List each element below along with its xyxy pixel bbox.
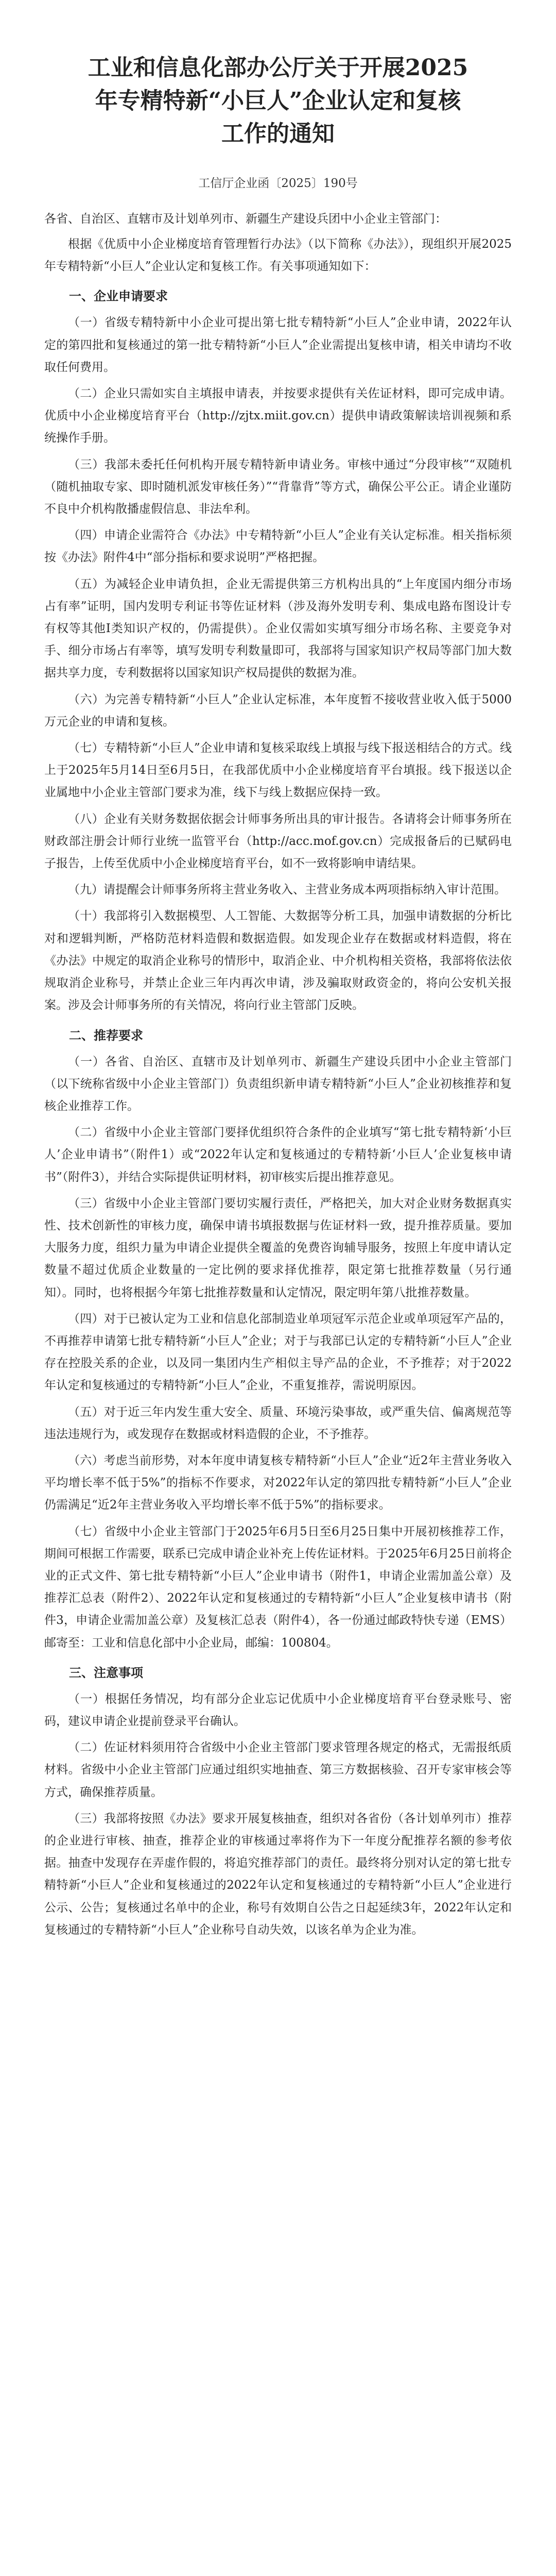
intro-paragraph: 根据《优质中小企业梯度培育管理暂行办法》（以下简称《办法》），现组织开展2025年专精特新“小巨人”企业认定和复核工作。有关事项通知如下： [44, 238, 512, 274]
body-paragraph: （三）省级中小企业主管部门要切实履行责任，严格把关，加大对企业财务数据真实性、技术创新性的审核力度，确保申请书填报数据与佐证材料一致，提升推荐质量。要加大服务力度，组织力量为申请企业提供全覆盖的免费咨询辅导服务，按照上年度申请认定数量不超过优质企业数量的一定比例的要求择优推荐，限定第七批推荐数量（另行通知）。同时，也将根据今年第七批推荐数量和认定情况，限定明年第八批推荐数量。 [44, 1196, 512, 1299]
section-heading: 二、推荐要求 [69, 1028, 143, 1043]
body-paragraph: （四）对于已被认定为工业和信息化部制造业单项冠军示范企业或单项冠军产品的，不再推荐申请第七批专精特新“小巨人”企业；对于与我部已认定的专精特新“小巨人”企业存在控股关系的企业，以及同一集团内生产相似主导产品的企业，不予推荐；对于2022年认定和复核通过的专精特新“小巨人”企业，不重复推荐，需说明原因。 [44, 1312, 512, 1393]
title-line: 工业和信息化部办公厅关于开展2025 [88, 55, 468, 81]
body-paragraph: （五）对于近三年内发生重大安全、质量、环境污染事故，或严重失信、偏离规范等违法违规行为，或发现存在数据或材料造假的企业，不予推荐。 [44, 1405, 512, 1441]
body-paragraph: （二）省级中小企业主管部门要择优组织符合条件的企业填写“第七批专精特新‘小巨人’企业申请书”（附件1）或“2022年认定和复核通过的专精特新‘小巨人’企业复核申请书”（附件3），并结合实际提供证明材料，初审核实后提出推荐意见。 [44, 1126, 512, 1184]
page-title [44, 52, 512, 150]
body-paragraph: （五）为减轻企业申请负担，企业无需提供第三方机构出具的“上年度国内细分市场占有率”证明，国内发明专利证书等佐证材料（涉及海外发明专利、集成电路布图设计专有权等其他Ⅰ类知识产权的，仍需提供）。企业仅需如实填写细分市场名称、主要竞争对手、细分市场占有率等，填写发明专利数量即可，我部将与国家知识产权局等部门加大数据共享力度，专利数据将以国家知识产权局提供的数据为准。 [44, 577, 512, 680]
body-paragraph: （六）考虑当前形势，对本年度申请复核专精特新“小巨人”企业“近2年主营业务收入平均增长率不低于5%”的指标不作要求，对2022年认定的第四批专精特新“小巨人”企业仍需满足“近2年主营业务收入平均增长率不低于5%”的指标要求。 [44, 1453, 512, 1512]
body-paragraph: （三）我部将按照《办法》要求开展复核抽查，组织对各省份（各计划单列市）推荐的企业进行审核、抽查，推荐企业的审核通过率将作为下一年度分配推荐名额的参考依据。抽查中发现存在弄虚作假的，将追究推荐部门的责任。最终将分别对认定的第七批专精特新“小巨人”企业和复核通过的2022年认定和复核通过的专精特新“小巨人”企业进行公示、公告；复核通过名单中的企业，称号有效期自公告之日起延续3年，2022年认定和复核通过的专精特新“小巨人”企业称号自动失效，以该名单为企业为准。 [44, 1811, 512, 1937]
body-paragraph: （七）省级中小企业主管部门于2025年6月5日至6月25日集中开展初核推荐工作，期间可根据工作需要，联系已完成申请企业补充上传佐证材料。于2025年6月25日前将企业的正式文件、第七批专精特新“小巨人”企业申请书（附件1，申请企业需加盖公章）及推荐汇总表（附件2）、2022年认定和复核通过的专精特新“小巨人”企业复核申请书（附件3，申请企业需加盖公章）及复核汇总表（附件4），各一份通过邮政特快专递（EMS）邮寄至：工业和信息化部中小企业局，邮编：100804。 [44, 1524, 512, 1650]
body-paragraph: （六）为完善专精特新“小巨人”企业认定标准，本年度暂不接收营业收入低于5000万元企业的申请和复核。 [44, 692, 512, 728]
section-heading: 三、注意事项 [69, 1665, 143, 1680]
recipients: 各省、自治区、直辖市及计划单列市、新疆生产建设兵团中小企业主管部门： [44, 212, 447, 226]
body-paragraph: （一）根据任务情况，均有部分企业忘记优质中小企业梯度培育平台登录账号、密码，建议申请企业提前登录平台确认。 [44, 1692, 512, 1728]
body-paragraph: （九）请提醒会计师事务所将主营业务收入、主营业务成本两项指标纳入审计范围。 [68, 883, 506, 897]
body-paragraph: （二）佐证材料须用符合省级中小企业主管部门要求管理各规定的格式，无需报纸质材料。省级中小企业主管部门应通过组织实地抽查、第三方数据核验、召开专家审核会等方式，确保推荐质量。 [44, 1741, 512, 1799]
body-paragraph: （八）企业有关财务数据依据会计师事务所出具的审计报告。各请将会计师事务所在财政部注册会计师行业统一监管平台（http://acc.mof.gov.cn）完成报备后的已赋码电子报告，上传至优质中小企业梯度培育平台，如不一致将影响申请结果。 [44, 812, 512, 871]
body-paragraph: （十）我部将引入数据模型、人工智能、大数据等分析工具，加强申请数据的分析比对和逻辑判断，严格防范材料造假和数据造假。如发现企业存在数据或材料造假，将在《办法》中规定的取消企业称号的情形中，取消企业、中介机构相关资格，我部将依法依规取消企业称号，并禁止企业三年内再次申请，涉及骗取财政资金的，将向公安机关报案。涉及会计师事务所的有关情况，将向行业主管部门反映。 [44, 909, 512, 1012]
document-number: 工信厅企业函〔2025〕190号 [198, 177, 358, 190]
body-paragraph: （一）省级专精特新中小企业可提出第七批专精特新“小巨人”企业申请，2022年认定的第四批和复核通过的第一批专精特新“小巨人”企业需提出复核申请，相关申请均不收取任何费用。 [44, 316, 512, 374]
title-line: 年专精特新“小巨人”企业认定和复核 [95, 88, 461, 114]
body-paragraph: （一）各省、自治区、直辖市及计划单列市、新疆生产建设兵团中小企业主管部门（以下统称省级中小企业主管部门）负责组织新申请专精特新“小巨人”企业初核推荐和复核企业推荐工作。 [44, 1055, 512, 1113]
body-paragraph: （二）企业只需如实自主填报申请表，并按要求提供有关佐证材料，即可完成申请。优质中小企业梯度培育平台（http://zjtx.miit.gov.cn）提供申请政策解读培训视频和系统操作手册。 [44, 387, 512, 445]
title-line: 工作的通知 [221, 121, 335, 147]
body-paragraph: （七）专精特新“小巨人”企业申请和复核采取线上填报与线下报送相结合的方式。线上于2025年5月14日至6月5日，在我部优质中小企业梯度培育平台填报。线下报送以企业属地中小企业主管部门要求为准，线下与线上数据应保持一致。 [44, 741, 512, 800]
body-paragraph: （四）申请企业需符合《办法》中专精特新“小巨人”企业有关认定标准。相关指标须按《办法》附件4中“部分指标和要求说明”严格把握。 [44, 529, 512, 565]
body-paragraph: （三）我部未委托任何机构开展专精特新申请业务。审核中通过“分段审核”“双随机（随机抽取专家、即时随机派发审核任务）”“背靠背”等方式，确保公平公正。请企业谨防不良中介机构散播虚假信息、非法牟利。 [44, 457, 512, 516]
section-heading: 一、企业申请要求 [69, 289, 168, 304]
